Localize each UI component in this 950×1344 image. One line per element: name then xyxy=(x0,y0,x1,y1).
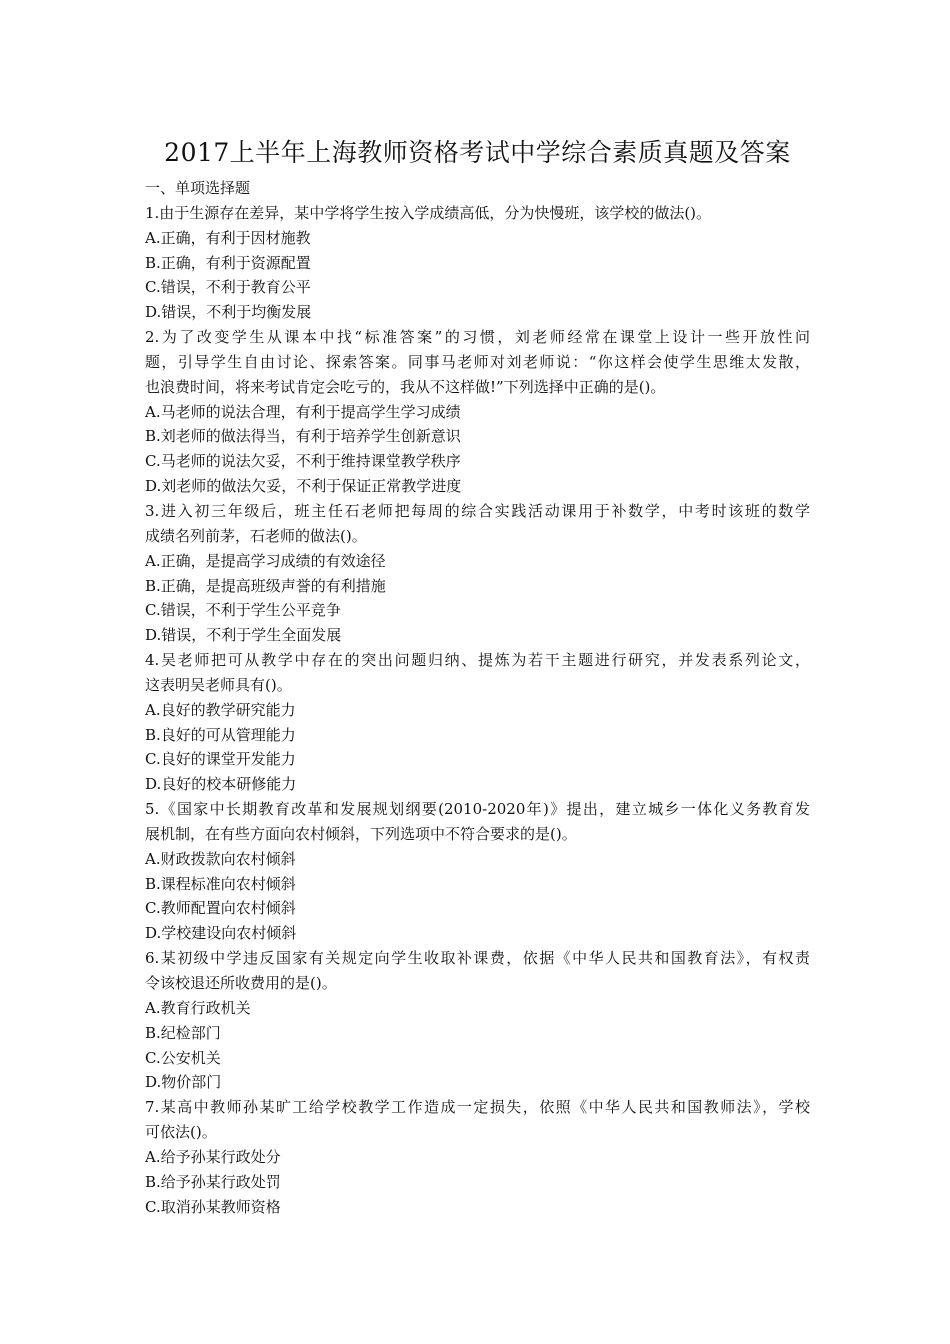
answer-option: B.给予孙某行政处罚 xyxy=(145,1172,281,1191)
answer-option: D.错误，不利于学生全面发展 xyxy=(145,626,342,645)
question-block xyxy=(145,797,810,946)
answer-option: B.正确，有利于资源配置 xyxy=(145,253,311,272)
question-stem xyxy=(145,1095,810,1145)
question-block xyxy=(145,946,810,1095)
answer-option: B.课程标准向农村倾斜 xyxy=(145,874,296,893)
answer-option: C.取消孙某教师资格 xyxy=(145,1197,281,1216)
answer-option: A.正确，有利于因材施教 xyxy=(145,228,311,247)
answer-option: A.财政拨款向农村倾斜 xyxy=(145,849,296,868)
answer-option: C.错误，不利于教育公平 xyxy=(145,278,311,297)
question-stem xyxy=(145,797,810,847)
question-stem xyxy=(145,946,810,996)
question-stem-line: 也浪费时间，将来考试肯定会吃亏的，我从不这样做!”下列选择中正确的是()。 xyxy=(145,377,666,396)
question-stem-line: 展机制，在有些方面向农村倾斜，下列选项中不符合要求的是()。 xyxy=(145,824,577,843)
question-stem-line: 7.某高中教师孙某旷工给学校教学工作造成一定损失，依照《中华人民共和国教师法》，学校 xyxy=(145,1098,810,1117)
question-stem-line: 这表明吴老师具有()。 xyxy=(145,675,292,694)
question-stem xyxy=(145,499,810,549)
question-block xyxy=(145,499,810,648)
answer-option: B.正确，是提高班级声誉的有利措施 xyxy=(145,576,386,595)
answer-option: B.刘老师的做法得当，有利于培养学生创新意识 xyxy=(145,427,461,446)
question-block xyxy=(145,648,810,797)
question-stem-line: 1.由于生源存在差异，某中学将学生按入学成绩高低，分为快慢班，该学校的做法()。 xyxy=(145,203,712,222)
document-title: 2017上半年上海教师资格考试中学综合素质真题及答案 xyxy=(164,138,791,167)
document-body xyxy=(145,138,810,1219)
answer-option: D.错误，不利于均衡发展 xyxy=(145,303,312,322)
question-stem-line: 题，引导学生自由讨论、探索答案。同事马老师对刘老师说：“你这样会使学生思维太发散， xyxy=(145,352,810,371)
answer-option: D.良好的校本研修能力 xyxy=(145,775,297,794)
question-stem xyxy=(145,201,810,226)
question-stem-line: 4.吴老师把可从教学中存在的突出问题归纳、提炼为若干主题进行研究，并发表系列论文， xyxy=(145,651,810,670)
question-block xyxy=(145,1095,810,1219)
question-stem xyxy=(145,325,810,400)
question-stem-line: 可依法()。 xyxy=(145,1123,217,1142)
question-stem-line: 6.某初级中学违反国家有关规定向学生收取补课费，依据《中华人民共和国教育法》，有权责 xyxy=(145,949,810,968)
question-stem-line: 2.为了改变学生从课本中找“标准答案”的习惯，刘老师经常在课堂上设计一些开放性问 xyxy=(145,328,810,347)
answer-option: A.正确，是提高学习成绩的有效途径 xyxy=(145,551,386,570)
question-block xyxy=(145,201,810,325)
answer-option: D.物价部门 xyxy=(145,1073,222,1092)
question-stem-line: 3.进入初三年级后，班主任石老师把每周的综合实践活动课用于补数学，中考时该班的数学 xyxy=(145,501,810,520)
question-list xyxy=(145,201,810,1220)
answer-option: D.学校建设向农村倾斜 xyxy=(145,924,297,943)
answer-option: C.公安机关 xyxy=(145,1048,221,1067)
question-stem-line: 5.《国家中长期教育改革和发展规划纲要(2010-2020年)》提出，建立城乡一体化义务教育发 xyxy=(145,800,810,819)
answer-option: C.错误，不利于学生公平竞争 xyxy=(145,601,341,620)
question-block xyxy=(145,325,810,499)
question-stem-line: 成绩名列前茅，石老师的做法()。 xyxy=(145,526,367,545)
section-heading: 一、单项选择题 xyxy=(145,179,251,197)
answer-option: C.良好的课堂开发能力 xyxy=(145,750,296,769)
answer-option: B.良好的可从管理能力 xyxy=(145,725,296,744)
answer-option: D.刘老师的做法欠妥，不利于保证正常教学进度 xyxy=(145,477,462,496)
question-stem-line: 令该校退还所收费用的是()。 xyxy=(145,974,337,992)
answer-option: A.马老师的说法合理，有利于提高学生学习成绩 xyxy=(145,402,461,421)
answer-option: C.马老师的说法欠妥，不利于维持课堂教学秩序 xyxy=(145,452,461,471)
question-stem xyxy=(145,648,810,698)
answer-option: A.教育行政机关 xyxy=(145,998,251,1017)
answer-option: A.给予孙某行政处分 xyxy=(145,1147,281,1166)
answer-option: A.良好的教学研究能力 xyxy=(145,700,296,719)
answer-option: B.纪检部门 xyxy=(145,1023,221,1042)
answer-option: C.教师配置向农村倾斜 xyxy=(145,899,296,918)
